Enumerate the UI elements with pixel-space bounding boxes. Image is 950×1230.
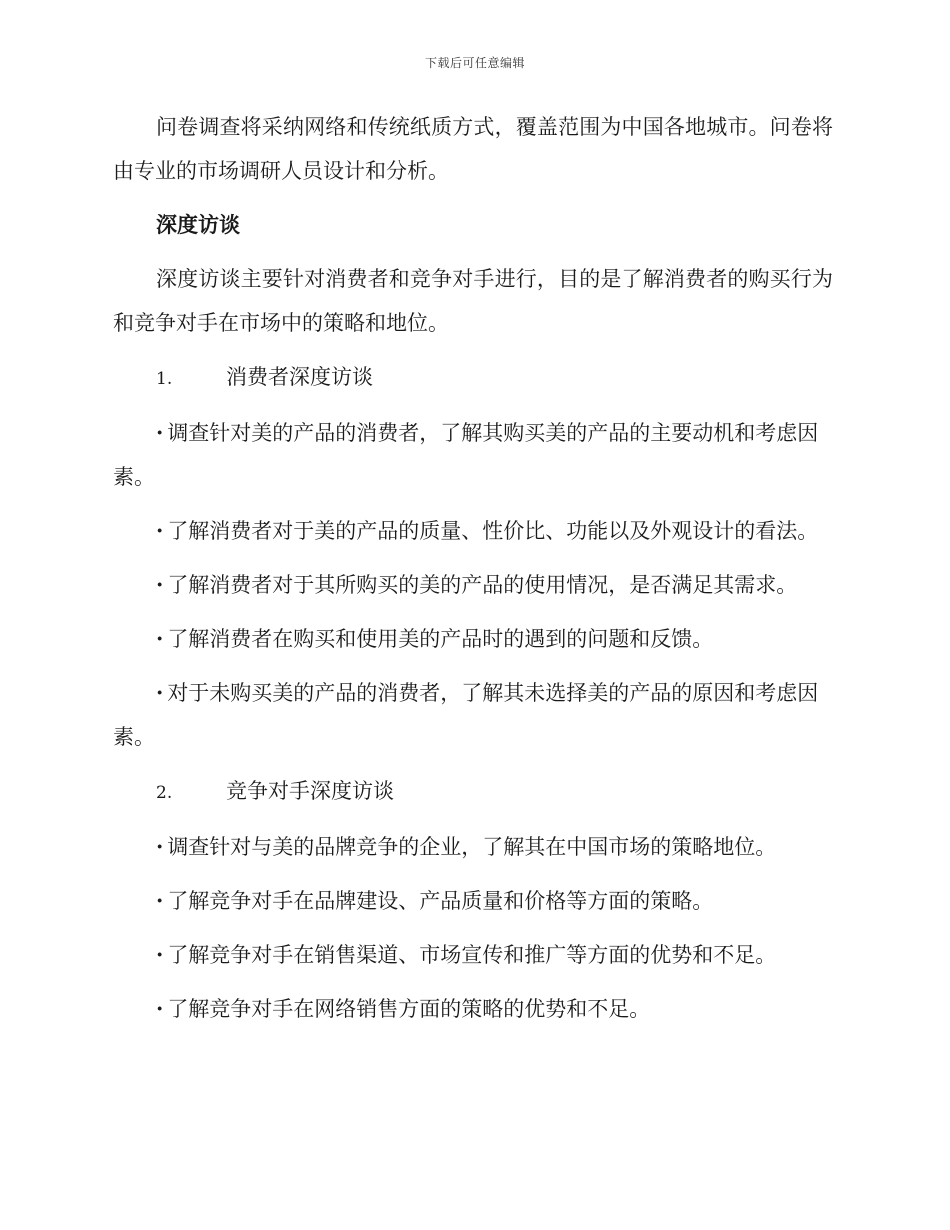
bullet-item: [113, 987, 833, 1031]
section-paragraph: 深度访谈主要针对消费者和竞争对手进行，目的是了解消费者的购买行为和竞争对手在市场中的策略和地位。: [113, 267, 833, 335]
bullet-item: [113, 411, 833, 499]
list-heading-consumer: [113, 355, 833, 401]
list-number: 2.: [156, 783, 173, 803]
bullet-symbol: ·: [156, 942, 164, 967]
list-heading-competitor: [113, 769, 833, 815]
bullet-text: 了解竞争对手在网络销售方面的策略的优势和不足。: [167, 997, 651, 1021]
bullet-symbol: ·: [156, 626, 164, 651]
bullet-text: 了解消费者在购买和使用美的产品时的遇到的问题和反馈。: [167, 627, 714, 651]
bullet-item: [113, 671, 833, 759]
bullet-symbol: ·: [156, 518, 164, 543]
bullet-symbol: ·: [156, 834, 164, 859]
document-body: [113, 105, 833, 1041]
bullet-text: 调查针对美的产品的消费者，了解其购买美的产品的主要动机和考虑因素。: [113, 421, 819, 489]
bullet-item: [113, 825, 833, 869]
bullet-text: 了解消费者对于美的产品的质量、性价比、功能以及外观设计的看法。: [167, 519, 819, 543]
bullet-symbol: ·: [156, 572, 164, 597]
bullet-text: 对于未购买美的产品的消费者，了解其未选择美的产品的原因和考虑因素。: [113, 681, 819, 749]
bullet-text: 了解消费者对于其所购买的美的产品的使用情况，是否满足其需求。: [167, 573, 798, 597]
bullet-symbol: ·: [156, 420, 164, 445]
header-note: 下载后可任意编辑: [424, 56, 525, 70]
bullet-item: [113, 879, 833, 923]
bullet-text: 了解竞争对手在品牌建设、产品质量和价格等方面的策略。: [167, 889, 714, 913]
bullet-item: [113, 563, 833, 607]
bullet-symbol: ·: [156, 996, 164, 1021]
bullet-item: [113, 617, 833, 661]
bullet-text: 了解竞争对手在销售渠道、市场宣传和推广等方面的优势和不足。: [167, 943, 777, 967]
list-number: 1.: [156, 369, 173, 389]
list-title: 竞争对手深度访谈: [226, 779, 394, 803]
bullet-text: 调查针对与美的品牌竞争的企业，了解其在中国市场的策略地位。: [167, 835, 777, 859]
list-title: 消费者深度访谈: [226, 365, 373, 389]
bullet-symbol: ·: [156, 680, 164, 705]
intro-paragraph: 问卷调查将采纳网络和传统纸质方式，覆盖范围为中国各地城市。问卷将由专业的市场调研人员设计和分析。: [113, 115, 833, 183]
bullet-item: [113, 509, 833, 553]
bullet-symbol: ·: [156, 888, 164, 913]
section-heading: 深度访谈: [156, 213, 240, 237]
bullet-item: [113, 933, 833, 977]
